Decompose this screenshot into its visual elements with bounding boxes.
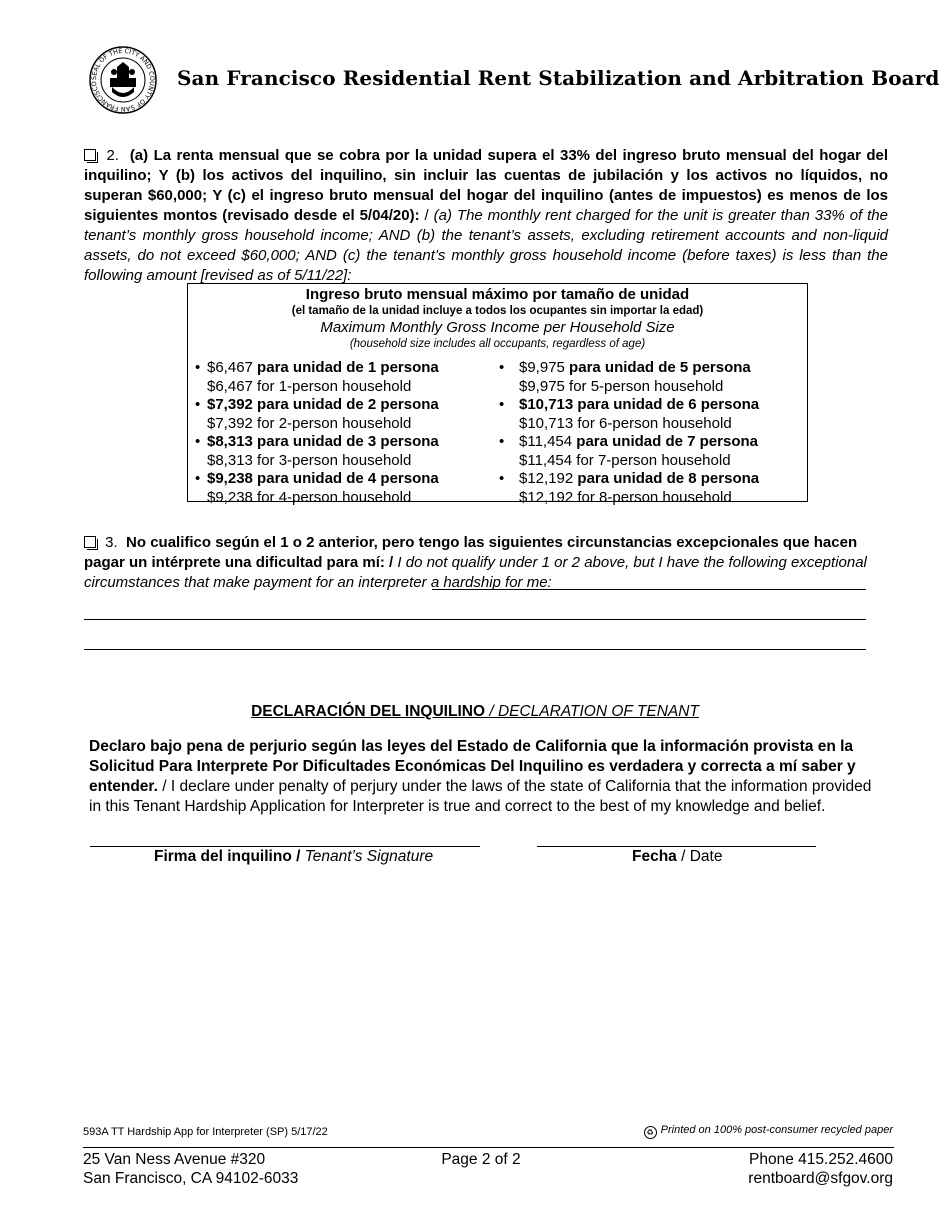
declaration-body-es: Declaro bajo pena de perjurio según las leyes del Estado de California que la información provista en la Solicitud Para Interprete Por Dificultades Económicas Del Inquilino es verdadera y correcta a mí saber y entender. xyxy=(89,738,856,795)
income-amount: $6,467 xyxy=(207,359,253,376)
income-label-es: para unidad de 5 persona xyxy=(564,359,751,376)
income-label-en: $9,238 for 4-person household xyxy=(207,488,412,506)
income-label-es: para unidad de 6 persona xyxy=(573,396,760,413)
form-id: 593A TT Hardship App for Interpreter (SP) 5/17/22 xyxy=(83,1126,328,1138)
declaration-body xyxy=(89,737,884,817)
city-seal-icon xyxy=(88,45,158,115)
section-2-spanish-text: (a) La renta mensual que se cobra por la unidad supera el 33% del ingreso bruto mensual del hogar del inquilino; Y (b) los activos del inquilino, sin incluir las cuentas de jubilación y los activos no líquidos, no superan $60,000; Y (c) el ingreso bruto mensual del hogar del inquilino (antes de impuestos) es menos de los siguientes montos (revisado desde el 5/04/20): xyxy=(84,147,889,224)
declaration-title-en: DECLARATION OF TENANT xyxy=(497,703,699,720)
income-label-es: para unidad de 7 persona xyxy=(572,433,758,450)
page-title: San Francisco Residential Rent Stabilization and Arbitration Board xyxy=(177,66,940,90)
section-3-number: 3. xyxy=(105,534,118,551)
income-amount: $8,313 xyxy=(207,433,253,450)
hardship-input-line-1[interactable] xyxy=(432,589,866,590)
section-2-paragraph xyxy=(84,146,888,286)
date-label xyxy=(632,848,722,866)
income-amount: $9,238 xyxy=(207,470,253,487)
income-label-en: $11,454 for 7-person household xyxy=(519,451,731,469)
date-label-en: / Date xyxy=(676,848,723,865)
income-item xyxy=(195,470,439,507)
section-2-english-text: (a) The monthly rent charged for the unit is greater than 33% of the tenant’s monthly gross household income; AND (b) the tenant’s assets, excluding retirement accounts and non-liquid assets, do not exceed $60,000; AND (c) the tenant’s monthly gross household income (before taxes) is less than the following amount [revised as of 5/11/22]: xyxy=(84,207,888,284)
page-number: Page 2 of 2 xyxy=(441,1151,521,1168)
section-3-checkbox[interactable] xyxy=(84,536,96,548)
tenant-signature-label xyxy=(154,848,433,866)
section-3-paragraph xyxy=(84,533,874,593)
hardship-input-line-3[interactable] xyxy=(84,649,866,650)
svg-text:SEAL OF THE CITY AND COUNTY OF: SEAL OF THE CITY AND COUNTY OF SAN FRANCISCO xyxy=(89,46,157,114)
income-table-subtitle-es: (el tamaño de la unidad incluye a todos los ocupantes sin importar la edad) xyxy=(291,305,704,317)
income-limits-table xyxy=(187,283,808,506)
signature-label-en: Tenant’s Signature xyxy=(300,848,434,865)
declaration-body-en: I declare under penalty of perjury under the laws of the state of California that the information provided in this Tenant Hardship Application for Interpreter is true and correct to the best of my knowledge and belief. xyxy=(89,778,872,815)
income-item xyxy=(499,396,759,433)
recycled-note xyxy=(644,1124,893,1139)
income-label-en: $12,192 for 8-person household xyxy=(519,488,732,506)
declaration-body-separator: / xyxy=(157,778,171,795)
income-item xyxy=(195,359,439,396)
hardship-input-line-2[interactable] xyxy=(84,619,866,620)
tenant-signature-line[interactable] xyxy=(90,846,480,847)
declaration-heading xyxy=(0,703,950,721)
footer-contact xyxy=(748,1150,893,1188)
recycled-text: Printed on 100% post-consumer recycled paper xyxy=(660,1124,893,1136)
income-label-es: para unidad de 1 persona xyxy=(252,359,439,376)
income-item xyxy=(499,433,759,470)
section-3-spanish-text: No cualifico según el 1 o 2 anterior, pero tengo las siguientes circunstancias excepcionales que hacen pagar un intérprete una dificultad para mí: xyxy=(84,534,858,571)
declaration-title-es: DECLARACIÓN DEL INQUILINO xyxy=(251,703,486,720)
section-2-number: 2. xyxy=(106,147,119,164)
section-3-separator: / xyxy=(384,554,398,571)
income-label-en: $6,467 for 1-person household xyxy=(207,377,412,395)
signature-label-es: Firma del inquilino / xyxy=(154,848,301,865)
income-item xyxy=(195,433,439,470)
declaration-title-sep: / xyxy=(485,703,498,720)
income-label-es: para unidad de 3 persona xyxy=(252,433,439,450)
section-3-english-text: I do not qualify under 1 or 2 above, but I have the following exceptional circumstances that make payment for an interpreter a hardship for me: xyxy=(84,554,867,591)
income-label-en: $10,713 for 6-person household xyxy=(519,414,732,432)
income-list-left xyxy=(195,359,439,507)
income-amount: $11,454 xyxy=(519,433,573,450)
section-2-separator: / xyxy=(419,207,434,224)
income-item xyxy=(195,396,439,433)
income-list-right xyxy=(499,359,759,507)
income-label-es: para unidad de 4 persona xyxy=(252,470,439,487)
income-table-title-en: Maximum Monthly Gross Income per Household Size xyxy=(320,319,675,336)
contact-email[interactable]: rentboard@sfgov.org xyxy=(748,1170,893,1187)
income-item xyxy=(499,470,759,507)
income-item xyxy=(499,359,759,396)
income-label-en: $8,313 for 3-person household xyxy=(207,451,412,469)
address-line-1: 25 Van Ness Avenue #320 xyxy=(83,1151,266,1168)
income-table-subtitle-en: (household size includes all occupants, regardless of age) xyxy=(349,338,646,350)
income-label-en: $7,392 for 2-person household xyxy=(207,414,412,432)
income-amount: $12,192 xyxy=(519,470,574,487)
income-label-en: $9,975 for 5-person household xyxy=(519,377,724,395)
address-line-2: San Francisco, CA 94102-6033 xyxy=(83,1170,299,1187)
income-label-es: para unidad de 8 persona xyxy=(573,470,760,487)
income-amount: $7,392 xyxy=(207,396,253,413)
date-line[interactable] xyxy=(537,846,816,847)
contact-phone: Phone 415.252.4600 xyxy=(749,1151,893,1168)
income-table-title-es: Ingreso bruto mensual máximo por tamaño de unidad xyxy=(305,286,690,303)
section-2-checkbox[interactable] xyxy=(84,149,96,161)
date-label-es: Fecha xyxy=(632,848,677,865)
income-amount: $10,713 xyxy=(519,396,574,413)
income-label-es: para unidad de 2 persona xyxy=(252,396,439,413)
footer-divider xyxy=(83,1147,894,1148)
recycle-icon: ♻ xyxy=(644,1126,657,1139)
income-amount: $9,975 xyxy=(519,359,565,376)
